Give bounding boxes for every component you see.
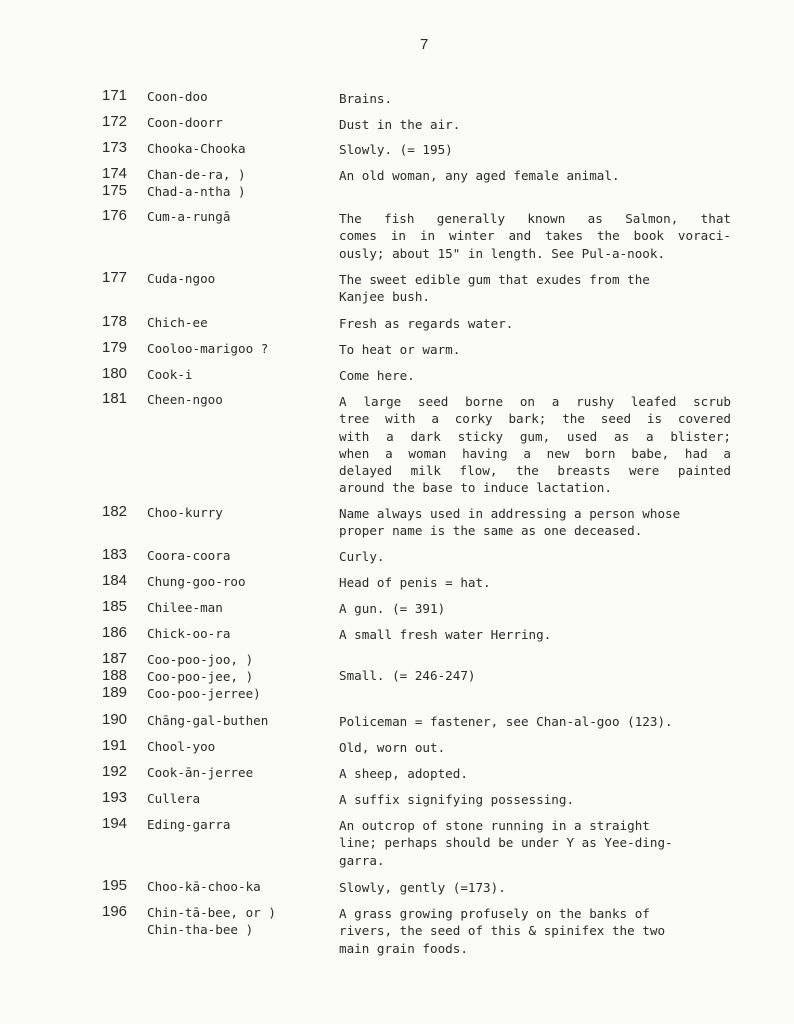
entry-definition-line: delayed milk flow, the breasts were painted [339, 463, 731, 479]
entry-term-line: Coon-doo [147, 89, 208, 104]
entry-definition-line: around the base to induce lactation. [339, 480, 612, 496]
entry-definition-line: tree with a corky bark; the seed is covered [339, 411, 731, 427]
entry-definition-line: proper name is the same as one deceased. [339, 523, 643, 539]
entry-number-line: 190 [102, 711, 128, 728]
entry-number [102, 365, 142, 382]
entry-definition [339, 600, 731, 617]
entry-definition-line: Brains. [339, 91, 393, 106]
entry-term-line: Cheen-ngoo [147, 392, 223, 407]
entry-definition-line: A sheep, adopted. [339, 766, 468, 781]
entry-definition-line: line; perhaps should be under Y as Yee-ding- [339, 835, 673, 851]
entry-definition [339, 548, 731, 565]
entry-number [102, 711, 142, 728]
entry-term-line: Coo-poo-jee, ) [147, 669, 254, 684]
entry-definition [339, 210, 731, 262]
entry-number [102, 815, 142, 832]
entry-number [102, 877, 142, 894]
entry-term-line: Cooloo-marigoo ? [147, 341, 269, 356]
entry-number [102, 903, 142, 920]
entry-term-line: Chick-oo-ra [147, 626, 231, 641]
entry-number [102, 339, 142, 356]
entry-definition [339, 90, 731, 107]
entry-number [102, 650, 142, 701]
entry-number [102, 763, 142, 780]
entry-definition-line: with a dark sticky gum, used as a blister; [339, 428, 731, 444]
entry-definition [339, 739, 731, 756]
entry-term [147, 573, 322, 590]
entry-term [147, 88, 322, 105]
entry-number-line: 186 [102, 624, 128, 641]
entry-term-line: Chung-goo-roo [147, 574, 246, 589]
entry-definition-line: Old, worn out. [339, 740, 446, 755]
entry-number [102, 789, 142, 806]
entry-term-line: Chooka-Chooka [147, 141, 246, 156]
entry-term-line: Cook-ān-jerree [147, 765, 254, 780]
entry-number-line: 193 [102, 789, 128, 806]
entry-number-line: 179 [102, 339, 128, 356]
entry-definition-line: Kanjee bush. [339, 289, 430, 305]
entry-number-line: 187 [102, 650, 128, 667]
entry-number-line: 173 [102, 139, 128, 156]
entry-definition [339, 271, 731, 306]
entry-term [147, 504, 322, 521]
entry-term-line: Choo-kā-choo-ka [147, 879, 261, 894]
entry-number-line: 178 [102, 313, 128, 330]
entry-definition-line: garra. [339, 852, 385, 868]
entry-term-line: Coon-doorr [147, 115, 223, 130]
entry-term-line: Cum-a-rungā [147, 209, 231, 224]
entry-term [147, 878, 322, 895]
entry-number [102, 313, 142, 330]
entry-term [147, 738, 322, 755]
entry-definition-line: Curly. [339, 549, 385, 564]
entry-term-line: Cook-i [147, 367, 193, 382]
entry-definition-line: main grain foods. [339, 940, 468, 956]
entry-term-line: Chool-yoo [147, 739, 216, 754]
entry-definition-line: To heat or warm. [339, 342, 461, 357]
entry-number [102, 737, 142, 754]
entry-term [147, 270, 322, 287]
entry-definition-line: Name always used in addressing a person whose [339, 506, 681, 521]
entry-definition [339, 505, 731, 540]
entry-number-line: 180 [102, 365, 128, 382]
entry-definition-line: A large seed borne on a rushy leafed scrub [339, 394, 731, 409]
entry-definition-line: Policeman = fastener, see Chan-al-goo (123). [339, 714, 673, 729]
entry-number-line: 183 [102, 546, 128, 563]
entry-term-line: Choo-kurry [147, 505, 223, 520]
entry-term [147, 340, 322, 357]
entry-number-line: 192 [102, 763, 128, 780]
entry-number [102, 546, 142, 563]
entry-term-line: Chan-de-ra, ) [147, 167, 246, 182]
entry-term [147, 366, 322, 383]
entry-definition-line: The sweet edible gum that exudes from the [339, 272, 650, 287]
entry-definition-line: Slowly, gently (=173). [339, 880, 506, 895]
entry-number-line: 175 [102, 182, 128, 199]
entry-number-line: 188 [102, 667, 128, 684]
entry-definition-line: Small. (= 246-247) [339, 668, 476, 683]
entry-definition-line: Fresh as regards water. [339, 316, 514, 331]
entry-definition [339, 626, 731, 643]
entry-definition [339, 905, 731, 957]
entry-number [102, 503, 142, 520]
entry-number-line: 184 [102, 572, 128, 589]
entry-term [147, 904, 322, 938]
entry-definition-line: A gun. (= 391) [339, 601, 446, 616]
entry-term [147, 790, 322, 807]
entry-term [147, 816, 322, 833]
entry-definition-line: ously; about 15" in length. See Pul-a-nook. [339, 245, 666, 261]
entry-definition-line: rivers, the seed of this & spinifex the two [339, 923, 666, 939]
entry-term-line: Chilee-man [147, 600, 223, 615]
entry-term [147, 166, 322, 200]
entry-number-line: 181 [102, 390, 128, 407]
entry-term [147, 651, 322, 702]
entry-definition-line: comes in in winter and takes the book voraci- [339, 228, 731, 244]
entry-definition [339, 367, 731, 384]
entry-definition-line: when a woman having a new born babe, had a [339, 445, 731, 461]
entry-definition [339, 393, 731, 497]
entry-number [102, 165, 142, 199]
entry-term-line: Cullera [147, 791, 201, 806]
entry-number-line: 195 [102, 877, 128, 894]
entry-definition [339, 879, 731, 896]
entry-definition [339, 341, 731, 358]
entry-number-line: 194 [102, 815, 128, 832]
entry-term [147, 208, 322, 225]
page-number: 7 [420, 36, 429, 53]
entry-number-line: 185 [102, 598, 128, 615]
entry-definition [339, 713, 731, 730]
entry-definition [339, 141, 731, 158]
entry-term [147, 599, 322, 616]
entry-term-line: Coo-poo-jerree) [147, 686, 261, 701]
entry-definition [339, 116, 731, 133]
entry-definition [339, 315, 731, 332]
entry-definition [339, 667, 731, 684]
entry-definition-line: Slowly. (= 195) [339, 142, 453, 157]
entry-number [102, 113, 142, 130]
entry-number [102, 598, 142, 615]
entry-definition-line: Come here. [339, 368, 415, 383]
entry-definition [339, 817, 731, 869]
entry-term [147, 114, 322, 131]
entry-definition [339, 765, 731, 782]
entry-number-line: 191 [102, 737, 128, 754]
entry-definition [339, 167, 731, 184]
entry-definition-line: A small fresh water Herring. [339, 627, 552, 642]
entry-number-line: 176 [102, 207, 128, 224]
entry-term-line: Coora-coora [147, 548, 231, 563]
entry-term-line: Chāng-gal-buthen [147, 713, 269, 728]
entry-number-line: 189 [102, 684, 128, 701]
entry-definition-line: A suffix signifying possessing. [339, 792, 575, 807]
entry-term-line: Eding-garra [147, 817, 231, 832]
entry-definition-line: The fish generally known as Salmon, that [339, 211, 731, 226]
entry-number [102, 624, 142, 641]
entry-term [147, 625, 322, 642]
entry-number [102, 139, 142, 156]
entry-definition-line: Head of penis = hat. [339, 575, 491, 590]
entry-definition-line: An outcrop of stone running in a straight [339, 818, 650, 833]
entry-term [147, 712, 322, 729]
entry-number [102, 572, 142, 589]
entry-term-line: Coo-poo-joo, ) [147, 652, 254, 667]
entry-term-line: Chich-ee [147, 315, 208, 330]
entry-definition-line: An old woman, any aged female animal. [339, 168, 620, 183]
entry-definition [339, 574, 731, 591]
entry-number-line: 171 [102, 87, 128, 104]
entry-term [147, 547, 322, 564]
entry-term-line: Chin-tā-bee, or ) [147, 905, 276, 920]
entry-term [147, 391, 322, 408]
entry-number-line: 172 [102, 113, 128, 130]
entry-definition-line: Dust in the air. [339, 117, 461, 132]
entry-number [102, 207, 142, 224]
entry-number [102, 269, 142, 286]
entry-number [102, 87, 142, 104]
entry-term-line: Chad-a-ntha ) [147, 184, 246, 199]
entry-term [147, 140, 322, 157]
entry-definition-line: A grass growing profusely on the banks of [339, 906, 650, 921]
entry-number-line: 174 [102, 165, 128, 182]
entry-number-line: 182 [102, 503, 128, 520]
entry-number [102, 390, 142, 407]
entry-definition [339, 791, 731, 808]
entry-term [147, 764, 322, 781]
entry-term-line: Cuda-ngoo [147, 271, 216, 286]
entry-term [147, 314, 322, 331]
entry-term-line: Chin-tha-bee ) [147, 922, 254, 937]
entry-number-line: 177 [102, 269, 128, 286]
entry-number-line: 196 [102, 903, 128, 920]
